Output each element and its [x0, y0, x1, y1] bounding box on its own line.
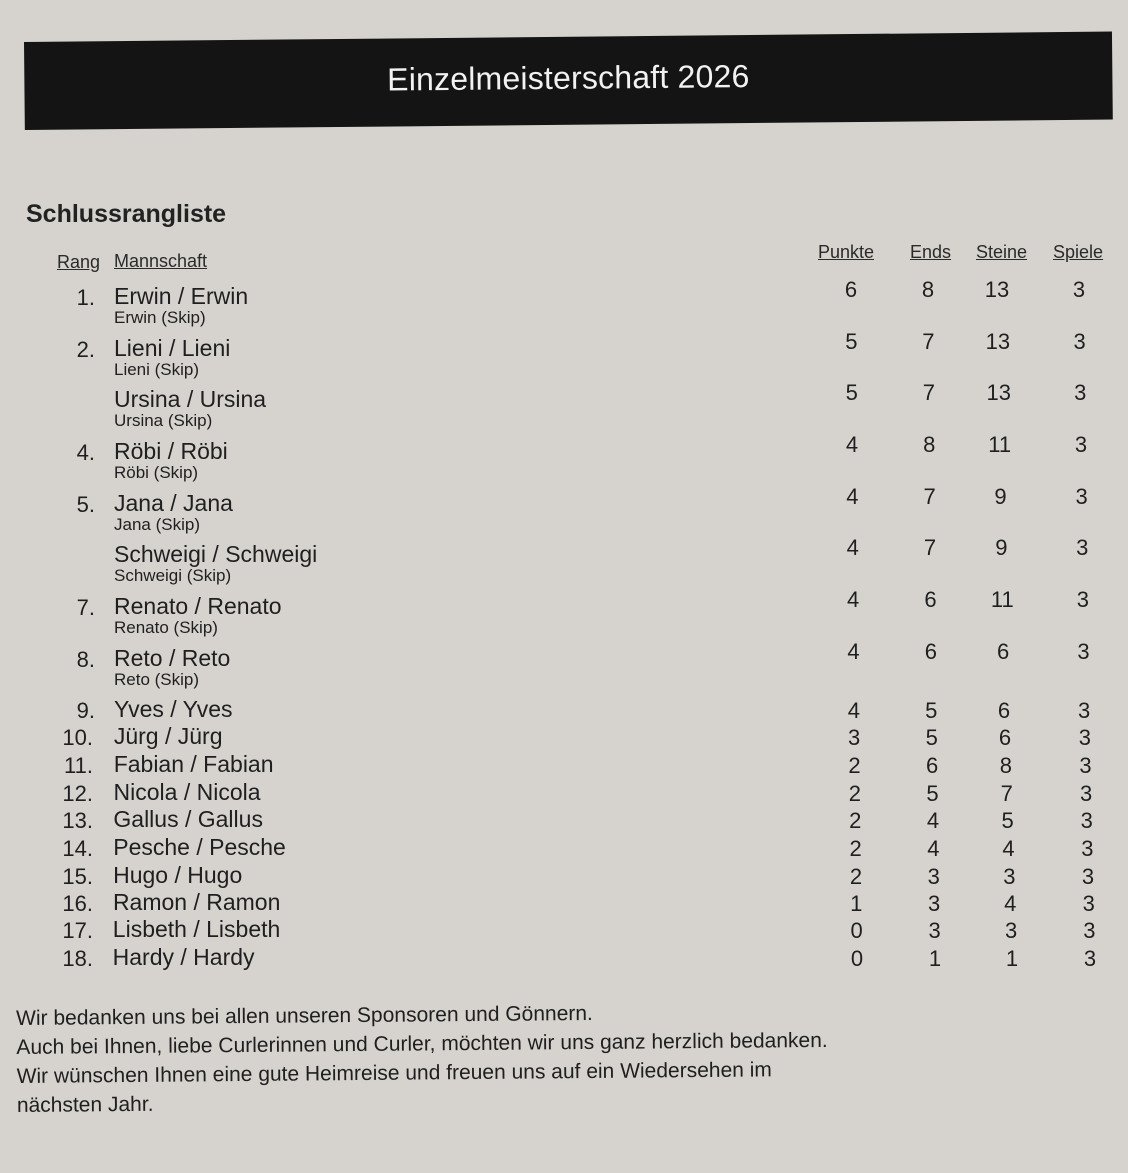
rank-cell: 7.: [76, 595, 95, 620]
team-name: Nicola / Nicola: [113, 779, 261, 805]
punkte-cell: 2: [849, 808, 862, 833]
ends-cell: 4: [927, 836, 940, 861]
skip-name: Röbi (Skip): [114, 463, 199, 482]
skip-name: Reto (Skip): [114, 670, 200, 689]
steine-cell: 3: [1004, 918, 1018, 943]
punkte-cell: 1: [850, 891, 863, 916]
spiele-cell: 3: [1079, 753, 1092, 778]
spiele-cell: 3: [1081, 836, 1094, 861]
steine-cell: 6: [998, 725, 1012, 750]
rank-cell: 10.: [62, 725, 93, 750]
footer-line: Wir bedanken uns bei allen unseren Sponsoren und Gönnern.: [16, 1001, 593, 1030]
punkte-cell: 2: [849, 836, 862, 861]
team-name: Reto / Reto: [114, 645, 231, 671]
ends-cell: 3: [928, 918, 941, 943]
rank-cell: 17.: [62, 918, 93, 943]
header-ends: Ends: [910, 242, 952, 262]
punkte-cell: 2: [848, 781, 861, 806]
ends-cell: 7: [923, 484, 936, 509]
ends-cell: 6: [925, 753, 939, 778]
steine-cell: 13: [986, 380, 1011, 405]
steine-cell: 6: [997, 698, 1011, 723]
spiele-cell: 3: [1080, 808, 1093, 833]
team-name: Ramon / Ramon: [112, 889, 281, 915]
spiele-cell: 3: [1083, 946, 1097, 971]
team-name: Hardy / Hardy: [112, 944, 255, 970]
steine-cell: 3: [1003, 864, 1016, 889]
rank-cell: 11.: [64, 753, 93, 778]
skip-name: Erwin (Skip): [114, 308, 206, 327]
rank-cell: 15.: [62, 864, 93, 889]
punkte-cell: 4: [846, 484, 859, 509]
team-name: Renato / Renato: [114, 593, 282, 619]
steine-cell: 5: [1001, 808, 1014, 833]
spiele-cell: 3: [1078, 725, 1091, 750]
spiele-cell: 3: [1078, 698, 1091, 723]
punkte-cell: 4: [847, 639, 860, 664]
header-steine: Steine: [976, 242, 1028, 262]
page-title: Einzelmeisterschaft 2026: [387, 57, 750, 98]
team-name: Gallus / Gallus: [113, 806, 263, 832]
ends-cell: 8: [921, 277, 935, 302]
skip-name: Ursina (Skip): [114, 411, 213, 430]
team-name: Erwin / Erwin: [114, 283, 249, 309]
punkte-cell: 2: [849, 864, 863, 889]
spiele-cell: 3: [1073, 329, 1086, 354]
skip-name: Renato (Skip): [114, 618, 218, 637]
steine-cell: 6: [997, 639, 1010, 664]
steine-cell: 11: [990, 587, 1014, 612]
spiele-cell: 3: [1083, 918, 1096, 943]
steine-cell: 13: [985, 329, 1011, 354]
steine-cell: 4: [1004, 891, 1017, 916]
rank-cell: 1.: [76, 285, 95, 310]
ends-cell: 7: [922, 380, 935, 405]
rank-cell: 13.: [62, 808, 93, 833]
punkte-cell: 5: [845, 329, 858, 354]
team-name: Röbi / Röbi: [114, 438, 228, 464]
spiele-cell: 3: [1079, 781, 1093, 806]
punkte-cell: 5: [845, 380, 858, 405]
skip-name: Jana (Skip): [114, 515, 200, 534]
team-name: Fabian / Fabian: [113, 751, 274, 777]
team-name: Lieni / Lieni: [114, 335, 231, 361]
footer-line: Auch bei Ihnen, liebe Curlerinnen und Curler, möchten wir uns ganz herzlich bedanken.: [16, 1028, 828, 1059]
punkte-cell: 2: [848, 753, 861, 778]
ends-cell: 5: [926, 781, 939, 806]
team-name: Pesche / Pesche: [113, 834, 286, 860]
ends-cell: 5: [925, 698, 938, 723]
spiele-cell: 3: [1076, 587, 1089, 612]
punkte-cell: 4: [846, 535, 859, 560]
footer-line: Wir wünschen Ihnen eine gute Heimreise und freuen uns auf ein Wiedersehen im: [16, 1058, 772, 1088]
skip-name: Lieni (Skip): [114, 360, 200, 379]
ends-cell: 6: [924, 639, 937, 664]
team-name: Jana / Jana: [114, 490, 233, 516]
rank-cell: 5.: [76, 492, 95, 517]
punkte-cell: 6: [844, 277, 858, 302]
punkte-cell: 4: [847, 698, 860, 723]
ends-cell: 7: [923, 535, 937, 560]
header-mannschaft: Mannschaft: [114, 251, 208, 271]
punkte-cell: 3: [848, 725, 861, 750]
team-name: Jürg / Jürg: [113, 723, 223, 749]
steine-cell: 9: [995, 535, 1008, 560]
team-name: Yves / Yves: [114, 696, 233, 722]
spiele-cell: 3: [1075, 484, 1088, 509]
skip-name: Schweigi (Skip): [114, 566, 232, 585]
rank-cell: 12.: [62, 781, 93, 806]
spiele-cell: 3: [1076, 535, 1089, 560]
punkte-cell: 4: [845, 432, 859, 457]
steine-cell: 11: [988, 432, 1012, 457]
team-name: Ursina / Ursina: [114, 386, 267, 412]
punkte-cell: 4: [846, 587, 860, 612]
ends-cell: 6: [924, 587, 937, 612]
rank-cell: 4.: [76, 440, 95, 465]
steine-cell: 9: [994, 484, 1007, 509]
section-title: Schlussrangliste: [26, 200, 227, 228]
punkte-cell: 0: [850, 946, 864, 971]
rank-cell: 16.: [62, 891, 93, 916]
steine-cell: 7: [1000, 781, 1013, 806]
header-rang: Rang: [57, 252, 101, 272]
spiele-cell: 3: [1074, 380, 1087, 405]
closing-message: [16, 997, 828, 1120]
ends-cell: 3: [928, 891, 941, 916]
steine-cell: 4: [1002, 836, 1015, 861]
steine-cell: 8: [999, 753, 1012, 778]
rank-cell: 9.: [76, 698, 95, 723]
footer-line: nächsten Jahr.: [16, 1092, 154, 1117]
punkte-cell: 0: [850, 918, 863, 943]
ends-cell: 7: [922, 329, 935, 354]
ends-cell: 3: [927, 864, 940, 889]
spiele-cell: 3: [1082, 891, 1095, 916]
team-name: Lisbeth / Lisbeth: [112, 916, 281, 942]
ends-cell: 8: [923, 432, 936, 457]
steine-cell: 13: [984, 277, 1010, 302]
spiele-cell: 3: [1072, 277, 1086, 302]
rank-cell: 2.: [76, 337, 95, 362]
header-punkte: Punkte: [818, 242, 875, 262]
ends-cell: 1: [928, 946, 942, 971]
rank-cell: 18.: [62, 946, 93, 971]
team-name: Hugo / Hugo: [113, 862, 243, 888]
spiele-cell: 3: [1081, 864, 1095, 889]
spiele-cell: 3: [1077, 639, 1090, 664]
rank-cell: 14.: [62, 836, 93, 861]
ends-cell: 4: [926, 808, 940, 833]
ends-cell: 5: [925, 725, 938, 750]
header-spiele: Spiele: [1053, 242, 1104, 262]
spiele-cell: 3: [1074, 432, 1088, 457]
rank-cell: 8.: [76, 647, 95, 672]
steine-cell: 1: [1005, 946, 1019, 971]
team-name: Schweigi / Schweigi: [114, 541, 318, 567]
